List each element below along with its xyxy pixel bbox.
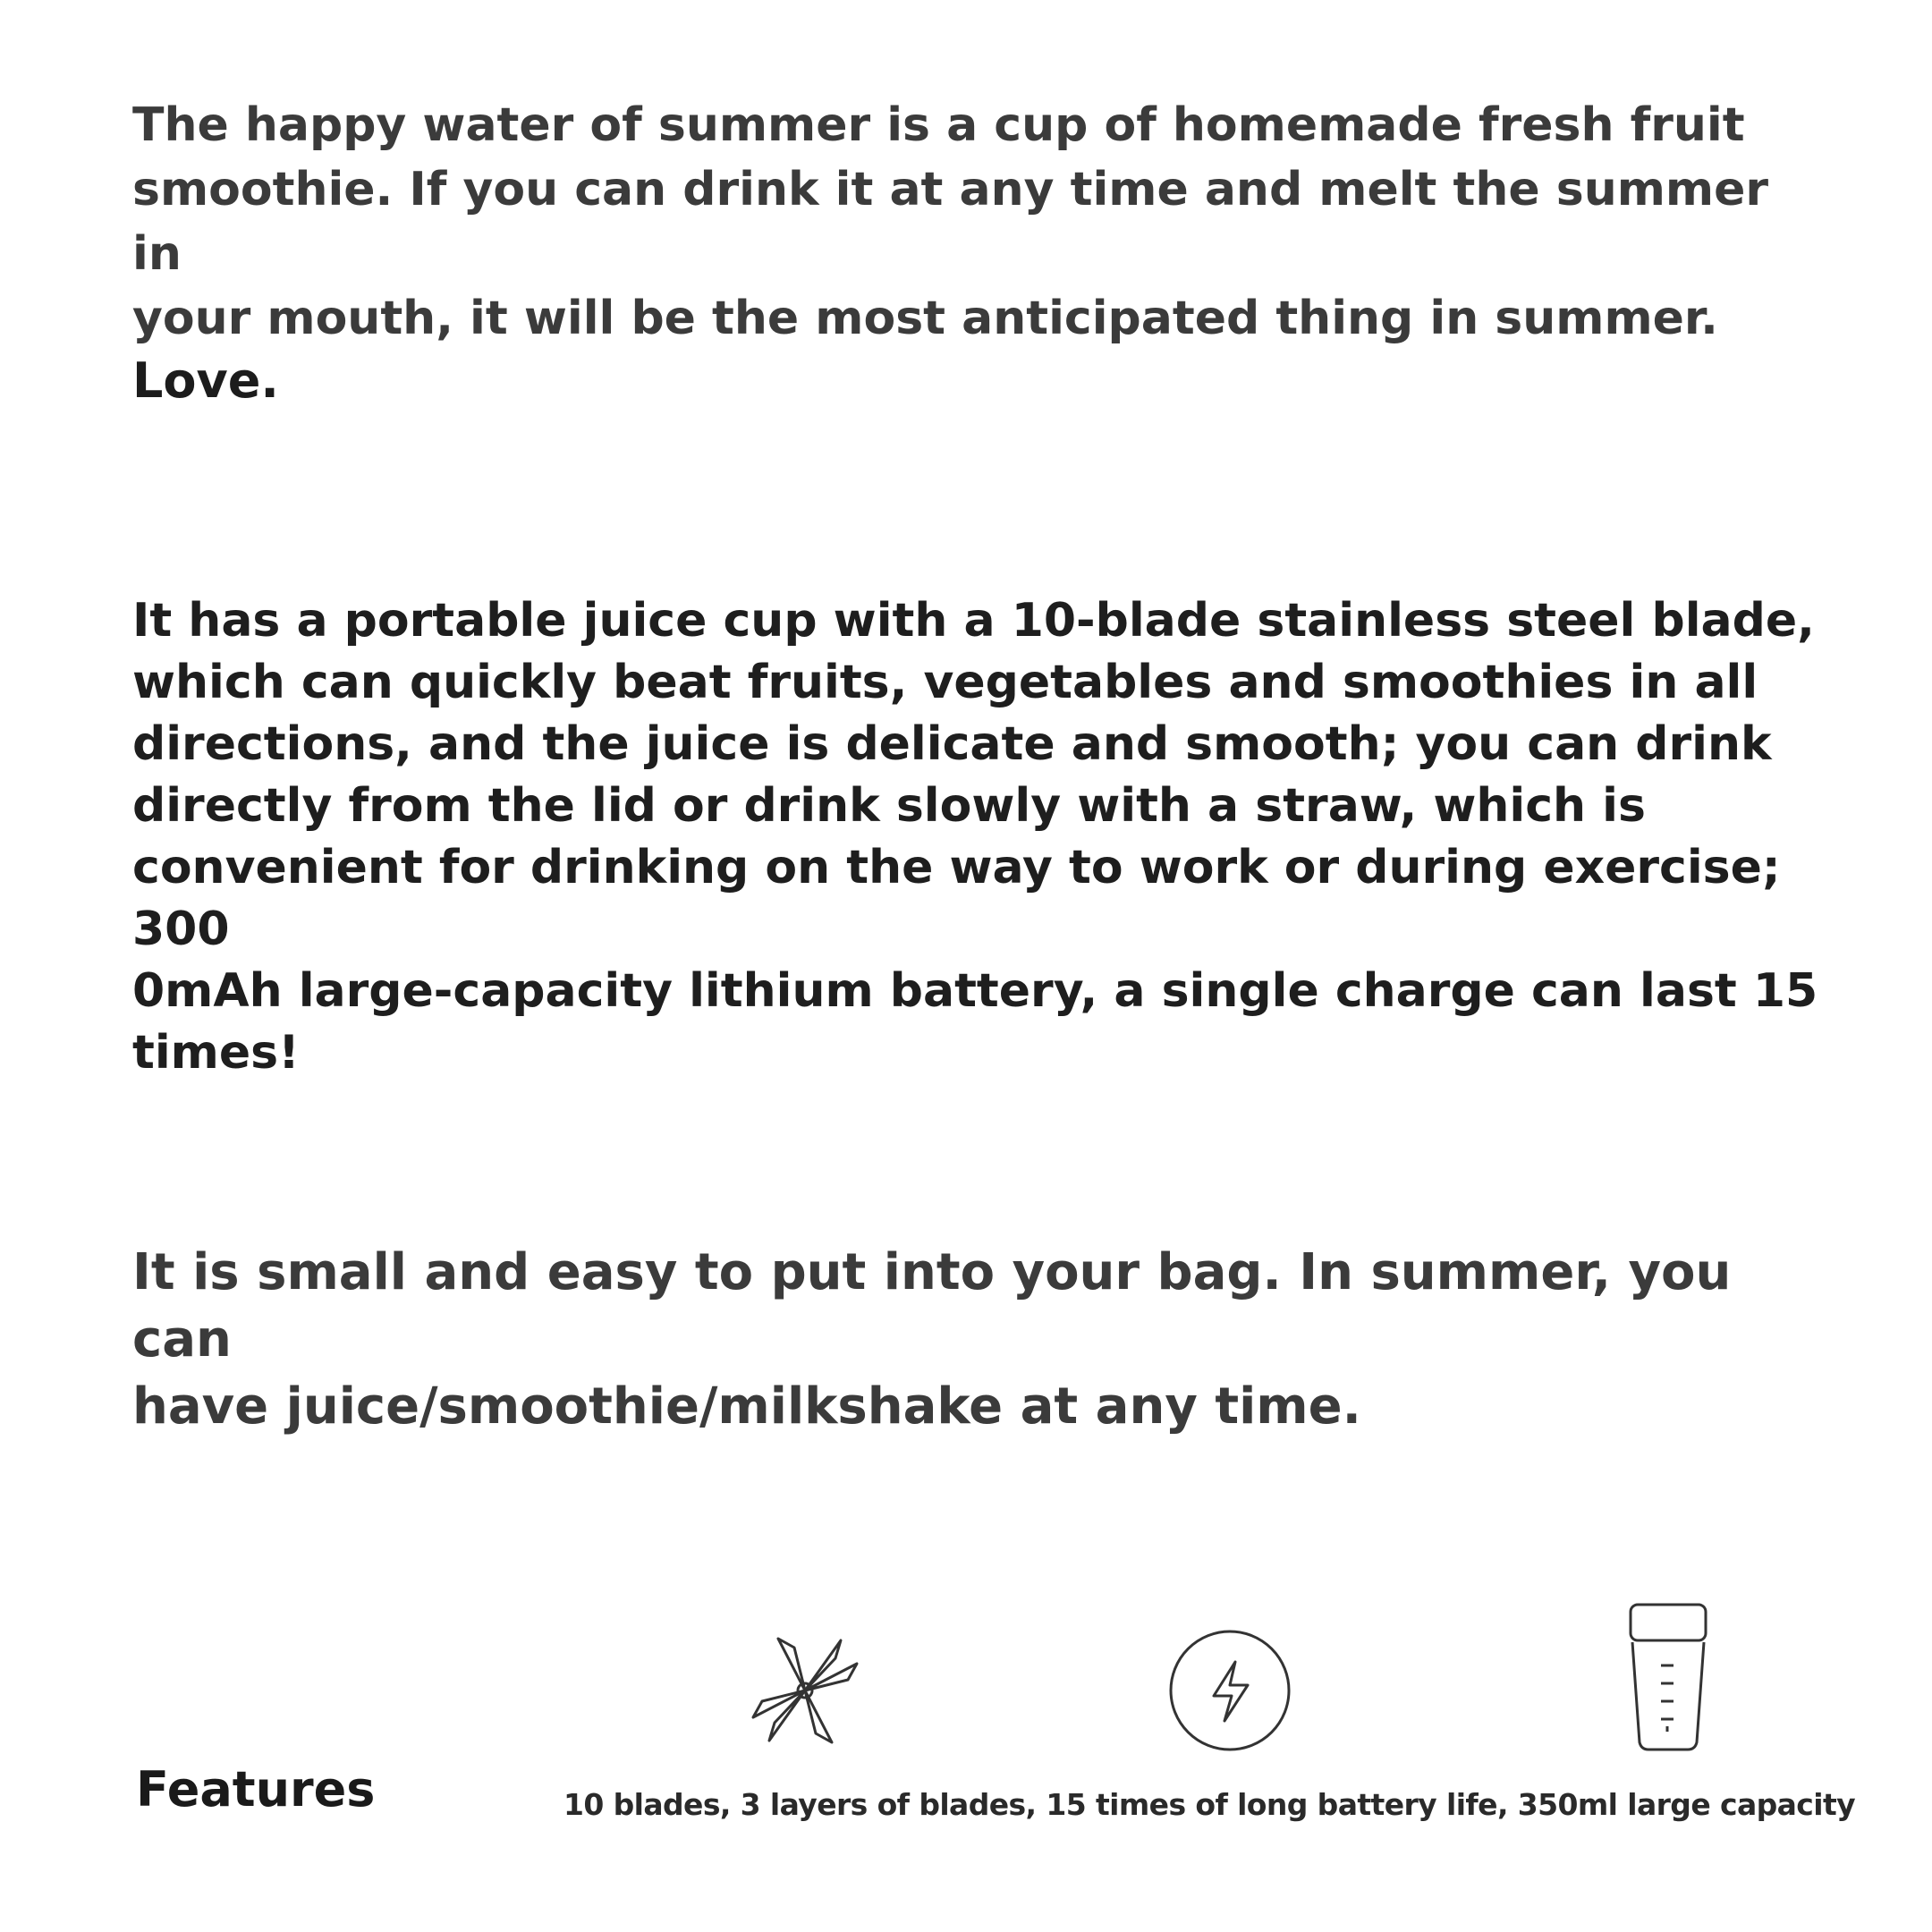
cup-icon: [1623, 1601, 1713, 1753]
features-caption: 10 blades, 3 layers of blades, 15 times of long battery life, 350ml large capacity: [564, 1787, 1856, 1822]
portability-paragraph: It is small and easy to put into your bag. In summer, you can have juice/smoothie/milkshake at any time.: [132, 1243, 1732, 1436]
intro-paragraph: The happy water of summer is a cup of homemade fresh fruit smoothie. If you can drink it at any time and melt the summer in your mouth, it will be the most anticipated thing in summer.: [132, 98, 1769, 345]
love-heading: Love.: [132, 352, 279, 409]
lightning-bolt-icon: [1167, 1628, 1292, 1753]
features-title: Features: [136, 1761, 376, 1818]
description-paragraph: It has a portable juice cup with a 10-blade stainless steel blade, which can quickly beat fruits, vegetables and smoothies in all directions, and the juice is delicate and smooth; you can drink directly from the lid or drink slowly with a straw, which is convenient for drinking on the way to work or during exercise; 300 0mAh large-capacity lithium battery, a single charge can last 15 times!: [132, 594, 1818, 1080]
blade-icon: [742, 1628, 868, 1753]
